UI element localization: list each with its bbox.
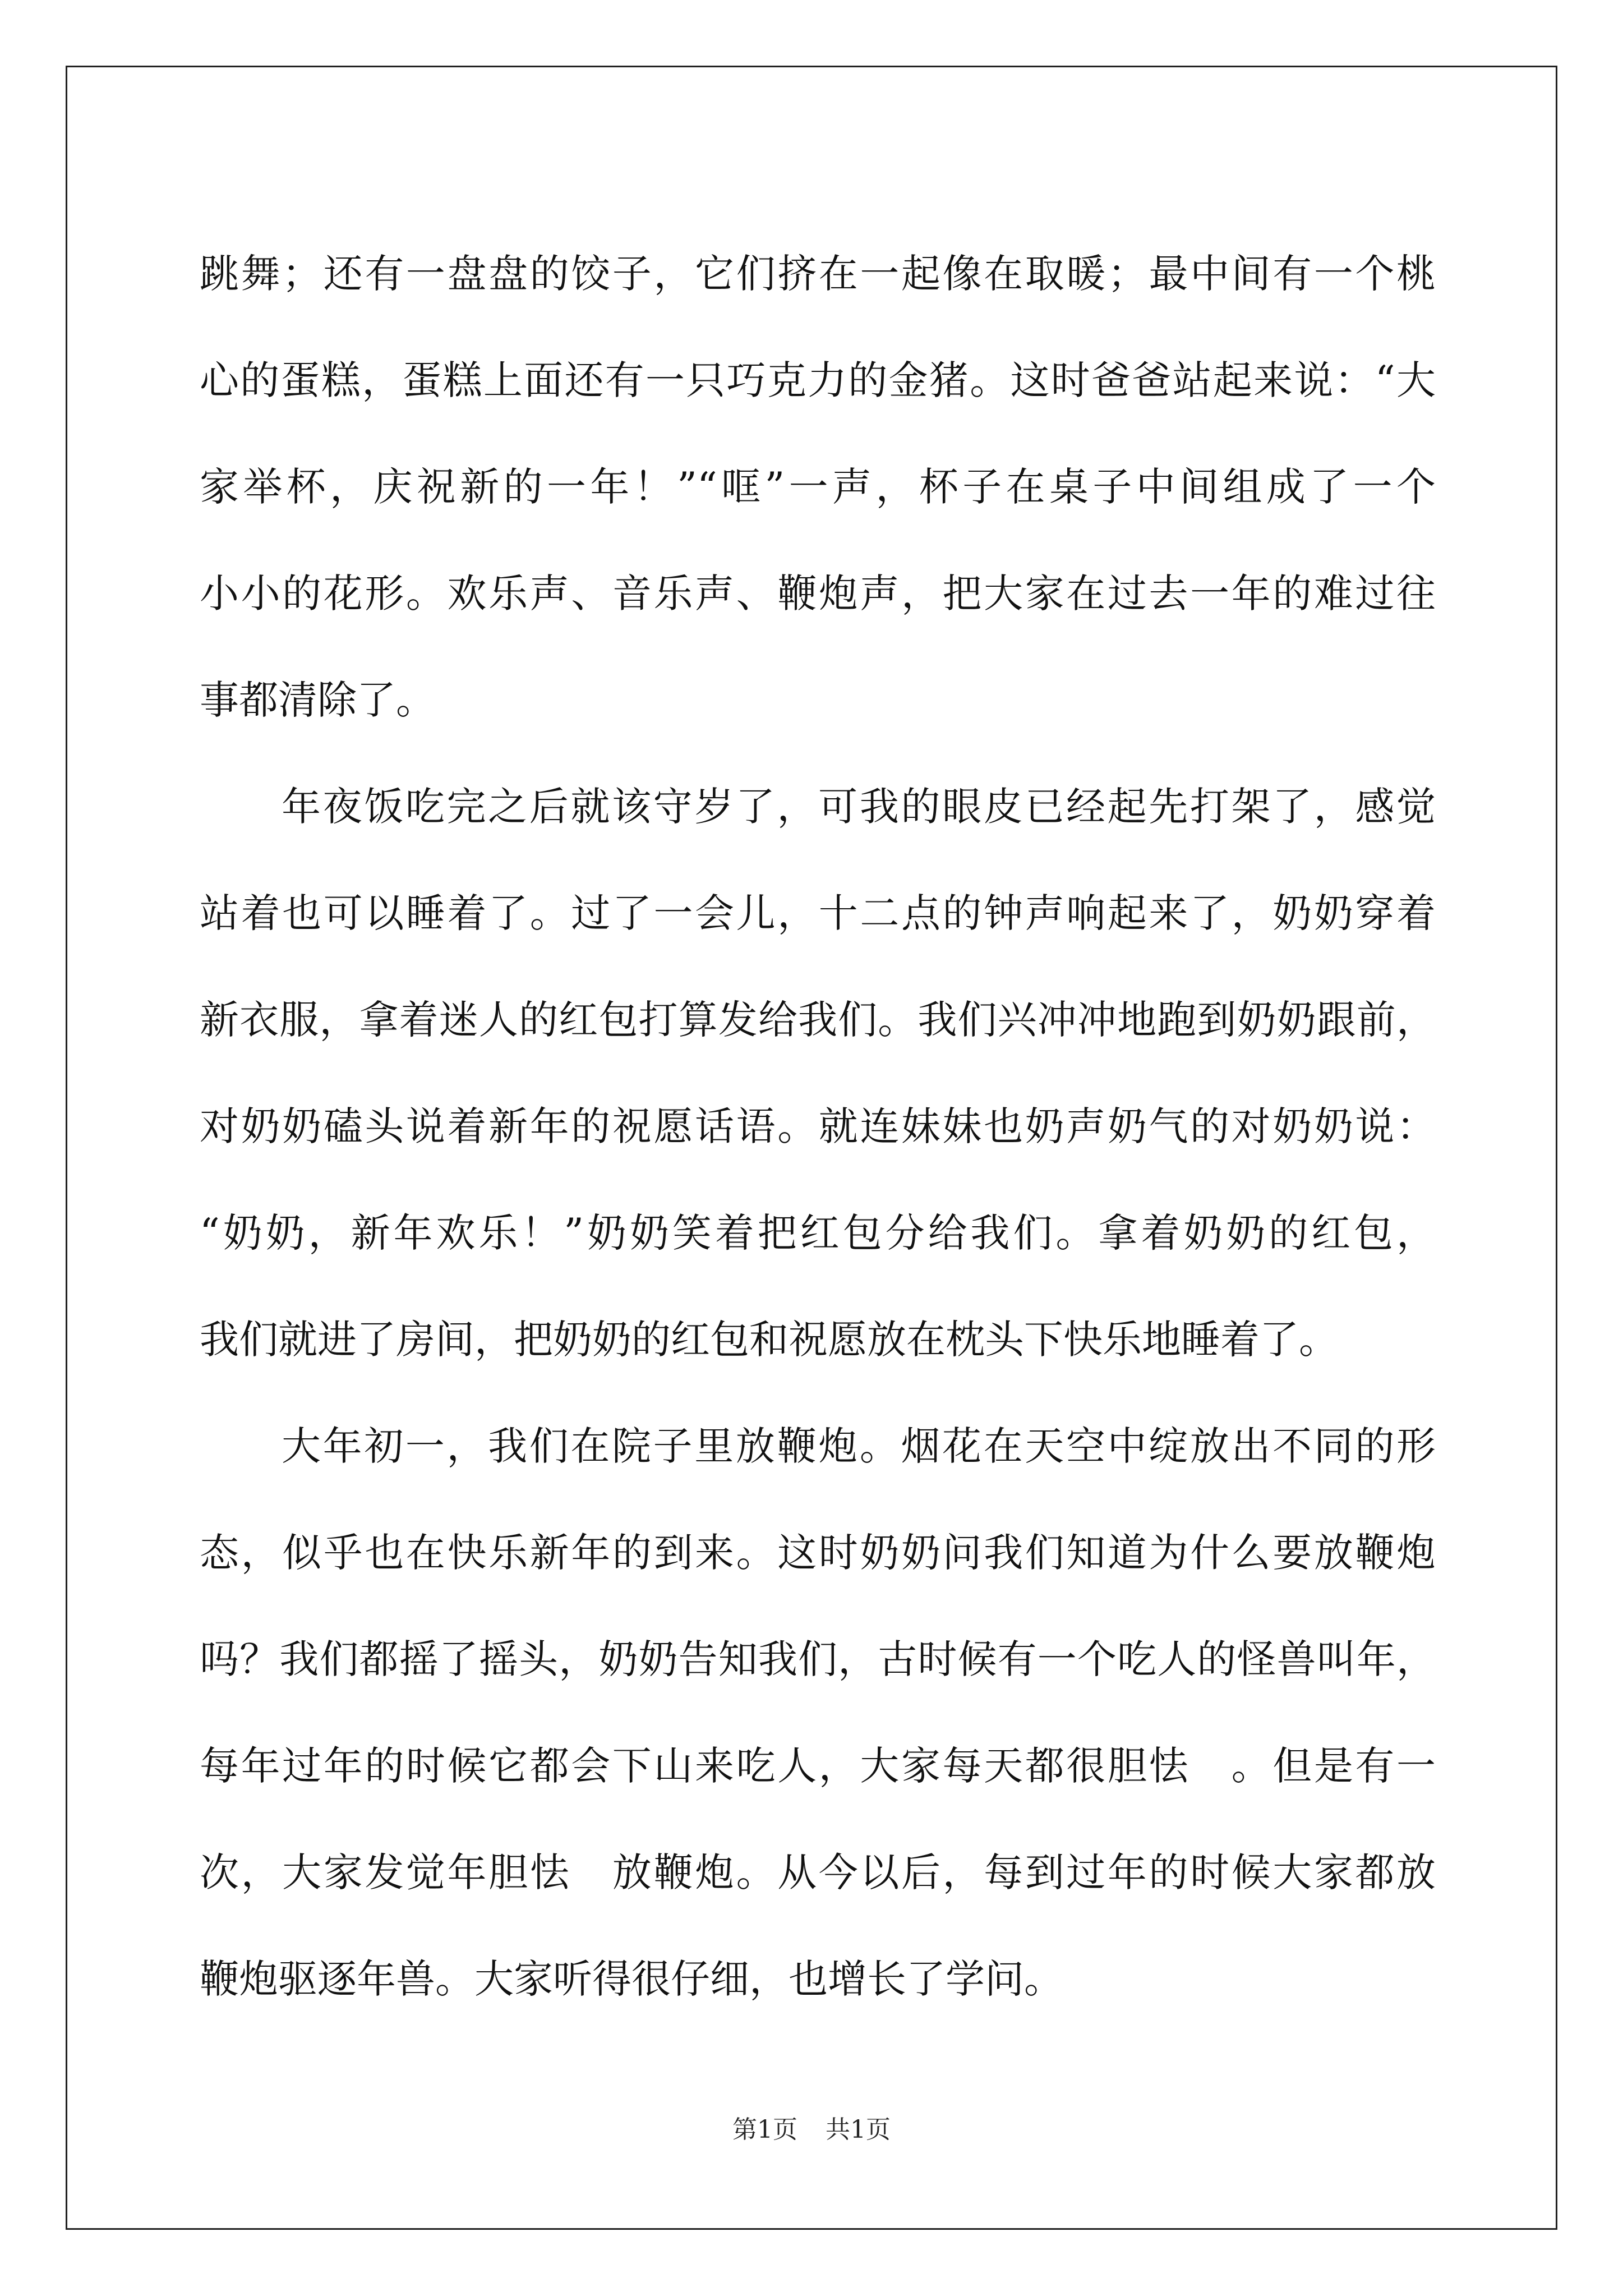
text-line: “奶奶，新年欢乐！”奶奶笑着把红包分给我们。拿着奶奶的红包， xyxy=(200,1210,1436,1256)
text-line: 我们就进了房间，把奶奶的红包和祝愿放在枕头下快乐地睡着了。 xyxy=(200,1317,1338,1363)
text-line: 吗？我们都摇了摇头，奶奶告知我们，古时候有一个吃人的怪兽叫年， xyxy=(200,1636,1436,1682)
text-line: 小小的花形。欢乐声、音乐声、鞭炮声，把大家在过去一年的难过往 xyxy=(200,570,1436,616)
paragraph-first-line: 年夜饭吃完之后就该守岁了，可我的眼皮已经起先打架了，感觉 xyxy=(282,784,1436,830)
text-line: 跳舞；还有一盘盘的饺子，它们挤在一起像在取暖；最中间有一个桃 xyxy=(200,251,1436,297)
text-line: 事都清除了。 xyxy=(200,677,435,723)
text-line: 新衣服，拿着迷人的红包打算发给我们。我们兴冲冲地跑到奶奶跟前， xyxy=(200,997,1436,1043)
page-footer xyxy=(0,2113,1623,2147)
text-line: 鞭炮驱逐年兽。大家听得很仔细，也增长了学问。 xyxy=(200,1956,1063,2002)
text-line: 家举杯，庆祝新的一年！”“哐”一声，杯子在桌子中间组成了一个 xyxy=(200,464,1436,510)
document-body xyxy=(200,220,1436,2032)
page-total: 共1页 xyxy=(826,2115,891,2144)
text-line: 心的蛋糕，蛋糕上面还有一只巧克力的金猪。这时爸爸站起来说：“大 xyxy=(200,357,1436,403)
paragraph-first-line: 大年初一，我们在院子里放鞭炮。烟花在天空中绽放出不同的形 xyxy=(282,1423,1436,1469)
text-line: 次，大家发觉年胆怯 放鞭炮。从今以后，每到过年的时候大家都放 xyxy=(200,1849,1436,1895)
text-line: 每年过年的时候它都会下山来吃人，大家每天都很胆怯 。但是有一 xyxy=(200,1743,1436,1789)
text-line: 对奶奶磕头说着新年的祝愿话语。就连妹妹也奶声奶气的对奶奶说： xyxy=(200,1103,1436,1149)
text-line: 站着也可以睡着了。过了一会儿，十二点的钟声响起来了，奶奶穿着 xyxy=(200,890,1436,936)
text-line: 态，似乎也在快乐新年的到来。这时奶奶问我们知道为什么要放鞭炮 xyxy=(200,1530,1436,1576)
page-number: 第1页 xyxy=(732,2115,797,2144)
